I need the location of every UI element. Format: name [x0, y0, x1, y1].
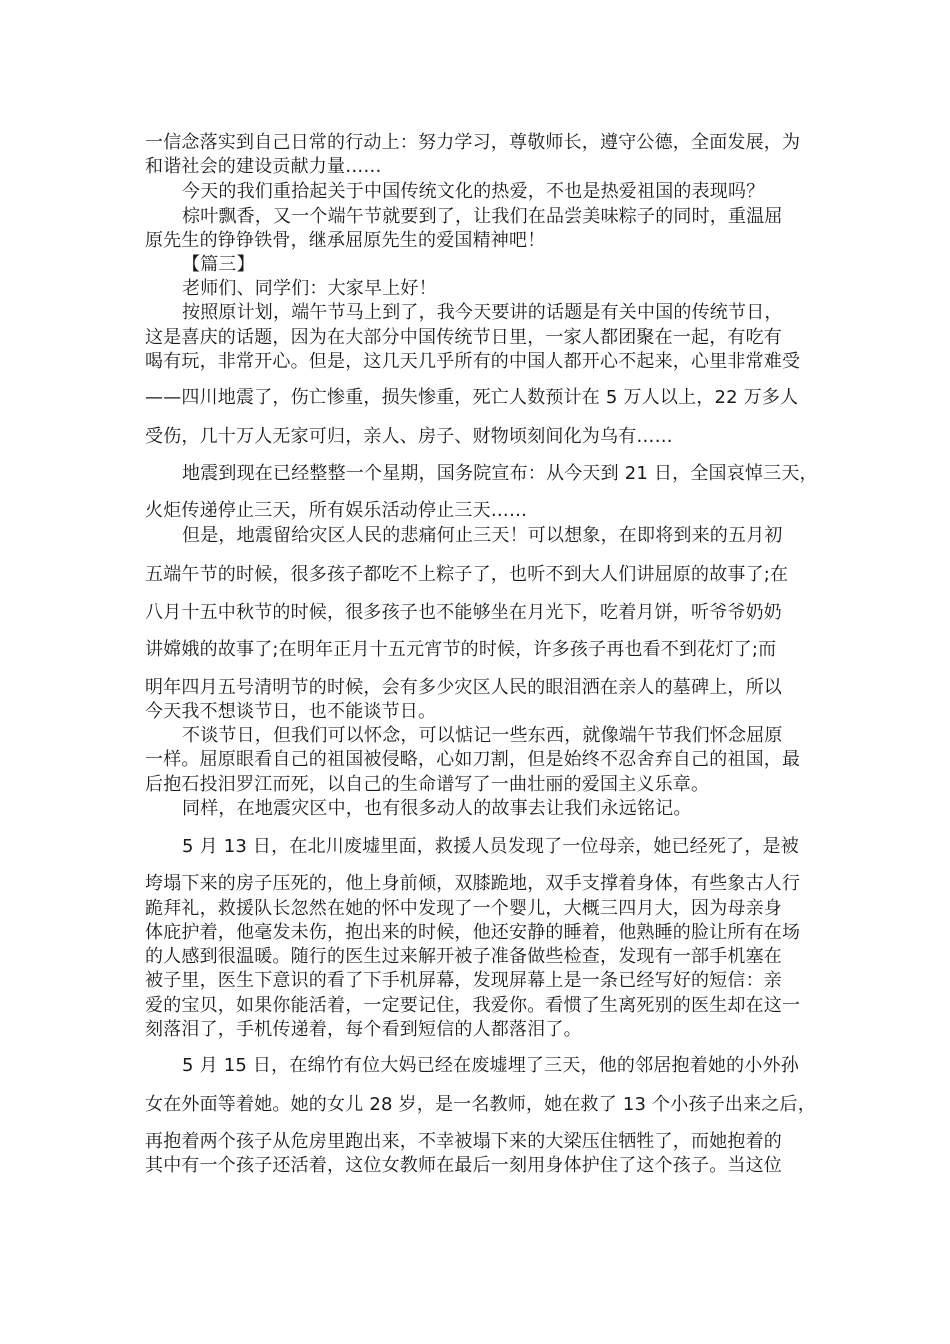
text-line: 今天我不想谈节日，也不能谈节日。	[145, 701, 437, 722]
text-line: 八月十五中秋节的时候，很多孩子也不能够坐在月光下，吃着月饼，听爷爷奶奶	[145, 602, 782, 623]
text-line: 体庇护着，他毫发未伤，抱出来的时候，他还安静的睡着，他熟睡的脸让所有在场	[145, 922, 801, 943]
text-line: 跪拜礼，救援队长忽然在她的怀中发现了一个婴儿，大概三四月大，因为母亲身	[145, 898, 782, 919]
text-line: 其中有一个孩子还活着，这位女教师在最后一刻用身体护住了这个孩子。当这位	[145, 1155, 782, 1176]
text-line: 讲嫦娥的故事了;在明年正月十五元宵节的时候，许多孩子再也看不到花灯了;而	[145, 639, 777, 660]
text-line: 今天的我们重拾起关于中国传统文化的热爱，不也是热爱祖国的表现吗？	[182, 181, 765, 202]
text-line: 同样，在地震灾区中，也有很多动人的故事去让我们永远铭记。	[182, 798, 692, 819]
text-line: 后抱石投汨罗江而死，以自己的生命谱写了一曲壮丽的爱国主义乐章。	[145, 774, 710, 795]
text-line: 爱的宝贝，如果你能活着，一定要记住，我爱你。看惯了生离死别的医生却在这一	[145, 995, 801, 1016]
text-line: 的人感到很温暖。随行的医生过来解开被子准备做些检查，发现有一部手机塞在	[145, 946, 782, 967]
section-heading: 【篇三】	[182, 254, 255, 275]
text-line: 一信念落实到自己日常的行动上：努力学习，尊敬师长，遵守公德，全面发展，为	[145, 132, 801, 153]
text-line: 五端午节的时候，很多孩子都吃不上粽子了，也听不到大人们讲屈原的故事了;在	[145, 564, 789, 585]
text-line: 再抱着两个孩子从危房里跑出来，不幸被塌下来的大梁压住牺牲了，而她抱着的	[145, 1131, 782, 1152]
text-line: 5 月 15 日，在绵竹有位大妈已经在废墟埋了三天，他的邻居抱着她的小外孙	[182, 1055, 799, 1076]
text-line: 这是喜庆的话题，因为在大部分中国传统节日里，一家人都团聚在一起，有吃有	[145, 327, 782, 348]
text-line: 女在外面等着她。她的女儿 28 岁，是一名教师，她在救了 13 个小孩子出来之后，	[145, 1094, 816, 1115]
text-line: 棕叶飘香，又一个端午节就要到了，让我们在品尝美味粽子的同时，重温屈	[182, 206, 783, 227]
text-line: ——四川地震了，伤亡惨重，损失惨重，死亡人数预计在 5 万人以上，22 万多人	[145, 387, 799, 408]
text-line: 受伤，几十万人无家可归，亲人、房子、财物顷刻间化为乌有……	[145, 426, 673, 447]
text-line: 和谐社会的建设贡献力量……	[145, 156, 382, 177]
text-line: 老师们、同学们：大家早上好！	[182, 278, 437, 299]
text-line: 按照原计划，端午节马上到了，我今天要讲的话题是有关中国的传统节日，	[182, 302, 783, 323]
text-line: 5 月 13 日，在北川废墟里面，救援人员发现了一位母亲，她已经死了，是被	[182, 836, 799, 857]
text-line: 不谈节日，但我们可以怀念，可以惦记一些东西，就像端午节我们怀念屈原	[182, 725, 783, 746]
text-line: 原先生的铮铮铁骨，继承屈原先生的爱国精神吧！	[145, 230, 546, 251]
text-line: 被子里，医生下意识的看了下手机屏幕，发现屏幕上是一条已经写好的短信：亲	[145, 970, 782, 991]
text-line: 火炬传递停止三天，所有娱乐活动停止三天……	[145, 500, 528, 521]
text-line: 明年四月五号清明节的时候，会有多少灾区人民的眼泪洒在亲人的墓碑上，所以	[145, 677, 782, 698]
text-line: 刻落泪了，手机传递着，每个看到短信的人都落泪了。	[145, 1019, 582, 1040]
text-line: 但是，地震留给灾区人民的悲痛何止三天！可以想象，在即将到来的五月初	[182, 525, 783, 546]
text-line: 喝有玩，非常开心。但是，这几天几乎所有的中国人都开心不起来，心里非常难受	[145, 351, 801, 372]
text-line: 地震到现在已经整整一个星期，国务院宣布：从今天到 21 日，全国哀悼三天，	[182, 463, 818, 484]
text-line: 一样。屈原眼看自己的祖国被侵略，心如刀割，但是始终不忍舍弃自己的祖国，最	[145, 749, 801, 770]
text-line: 垮塌下来的房子压死的，他上身前倾，双膝跪地，双手支撑着身体，有些象古人行	[145, 873, 801, 894]
